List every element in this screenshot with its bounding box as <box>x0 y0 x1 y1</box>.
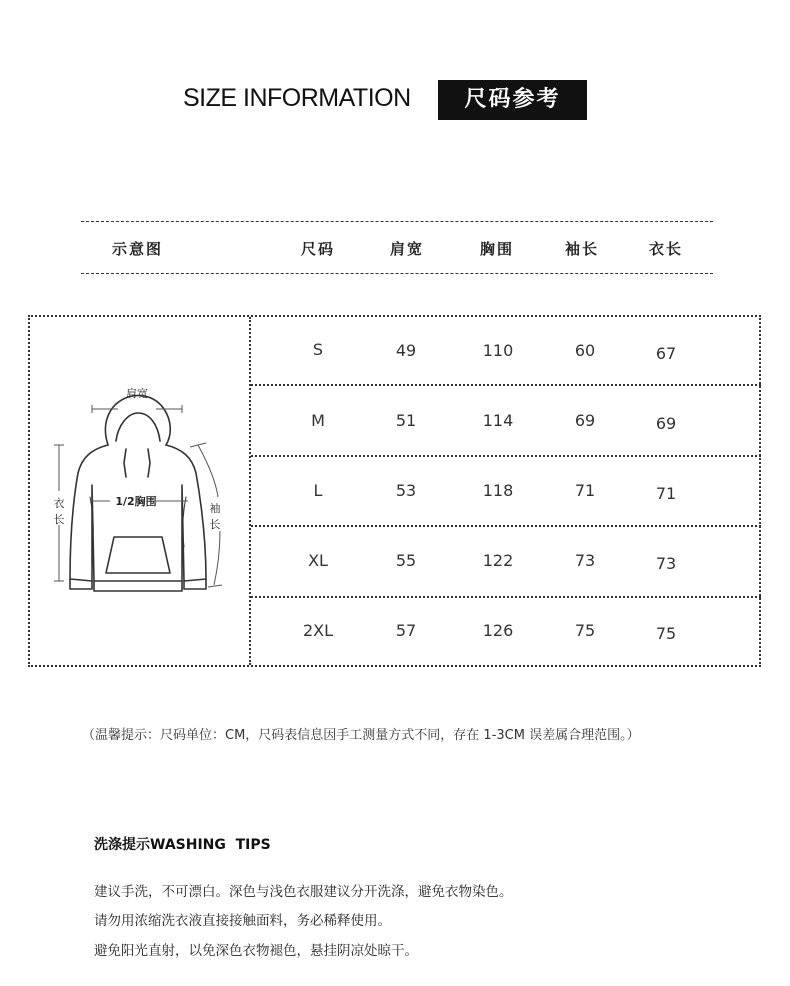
page-title-english: SIZE INFORMATION <box>183 84 411 112</box>
drawstring-right <box>148 449 150 477</box>
hood-outline <box>105 396 170 446</box>
washing-tips-title: 洗涤提示WASHING TIPS <box>94 837 271 853</box>
washing-tip-line: 避免阳光直射，以免深色衣物褪色，悬挂阴凉处晾干。 <box>94 943 418 959</box>
hood-opening <box>116 413 160 441</box>
cell-length-l: 71 <box>655 484 677 503</box>
hem <box>94 581 182 591</box>
header-top-divider <box>81 221 713 222</box>
shoulder-measure-line <box>92 405 182 413</box>
cell-size-m: M <box>311 411 325 430</box>
row-divider <box>251 596 761 598</box>
column-header-length: 衣长 <box>649 240 684 258</box>
row-divider <box>251 525 761 527</box>
sleeve-label-top: 袖 <box>209 502 221 515</box>
cell-shoulder-xl: 55 <box>395 551 417 570</box>
cell-shoulder-s: 49 <box>395 341 417 360</box>
hoodie-body <box>70 445 206 581</box>
cell-length-xl: 73 <box>655 554 677 573</box>
drawstring-left <box>124 449 126 477</box>
cell-chest-s: 110 <box>482 341 514 360</box>
cell-chest-xl: 122 <box>482 551 514 570</box>
row-divider <box>251 455 761 457</box>
cell-length-2xl: 75 <box>655 624 677 643</box>
cell-size-l: L <box>313 481 323 500</box>
cell-sleeve-l: 71 <box>574 481 596 500</box>
cell-shoulder-l: 53 <box>395 481 417 500</box>
length-label-top: 衣 <box>53 497 65 510</box>
length-label-bottom: 长 <box>53 513 65 526</box>
kangaroo-pocket <box>106 537 170 573</box>
column-header-size: 尺码 <box>301 240 336 258</box>
row-divider <box>251 384 761 386</box>
cell-length-m: 69 <box>655 414 677 433</box>
header-bottom-divider <box>81 273 713 274</box>
column-header-diagram: 示意图 <box>112 240 164 258</box>
cell-chest-l: 118 <box>482 481 514 500</box>
cell-sleeve-s: 60 <box>574 341 596 360</box>
cell-size-2xl: 2XL <box>302 621 334 640</box>
column-header-sleeve: 袖长 <box>565 240 600 258</box>
cell-size-xl: XL <box>308 551 328 570</box>
cell-length-s: 67 <box>655 344 677 363</box>
cell-shoulder-2xl: 57 <box>395 621 417 640</box>
cell-shoulder-m: 51 <box>395 411 417 430</box>
cell-chest-m: 114 <box>482 411 514 430</box>
cell-sleeve-2xl: 75 <box>574 621 596 640</box>
page-title-chinese-badge: 尺码参考 <box>438 80 587 120</box>
diagram-cell <box>30 317 251 665</box>
cell-sleeve-m: 69 <box>574 411 596 430</box>
sleeve-label-bottom: 长 <box>209 518 221 531</box>
hoodie-diagram <box>30 317 249 663</box>
column-header-shoulder: 肩宽 <box>390 240 425 258</box>
washing-tip-line: 建议手洗，不可漂白。深色与浅色衣服建议分开洗涤，避免衣物染色。 <box>94 884 513 900</box>
washing-tip-line: 请勿用浓缩洗衣液直接接触面料，务必稀释使用。 <box>94 913 391 929</box>
cell-size-s: S <box>312 340 324 359</box>
cell-chest-2xl: 126 <box>482 621 514 640</box>
column-header-chest: 胸围 <box>480 240 515 258</box>
chest-label: 1/2胸围 <box>115 495 157 508</box>
measurement-note: （温馨提示：尺码单位：CM，尺码表信息因手工测量方式不同，存在 1-3CM 误差属合理范围。） <box>82 728 640 743</box>
shoulder-label: 肩宽 <box>126 387 148 400</box>
cell-sleeve-xl: 73 <box>574 551 596 570</box>
